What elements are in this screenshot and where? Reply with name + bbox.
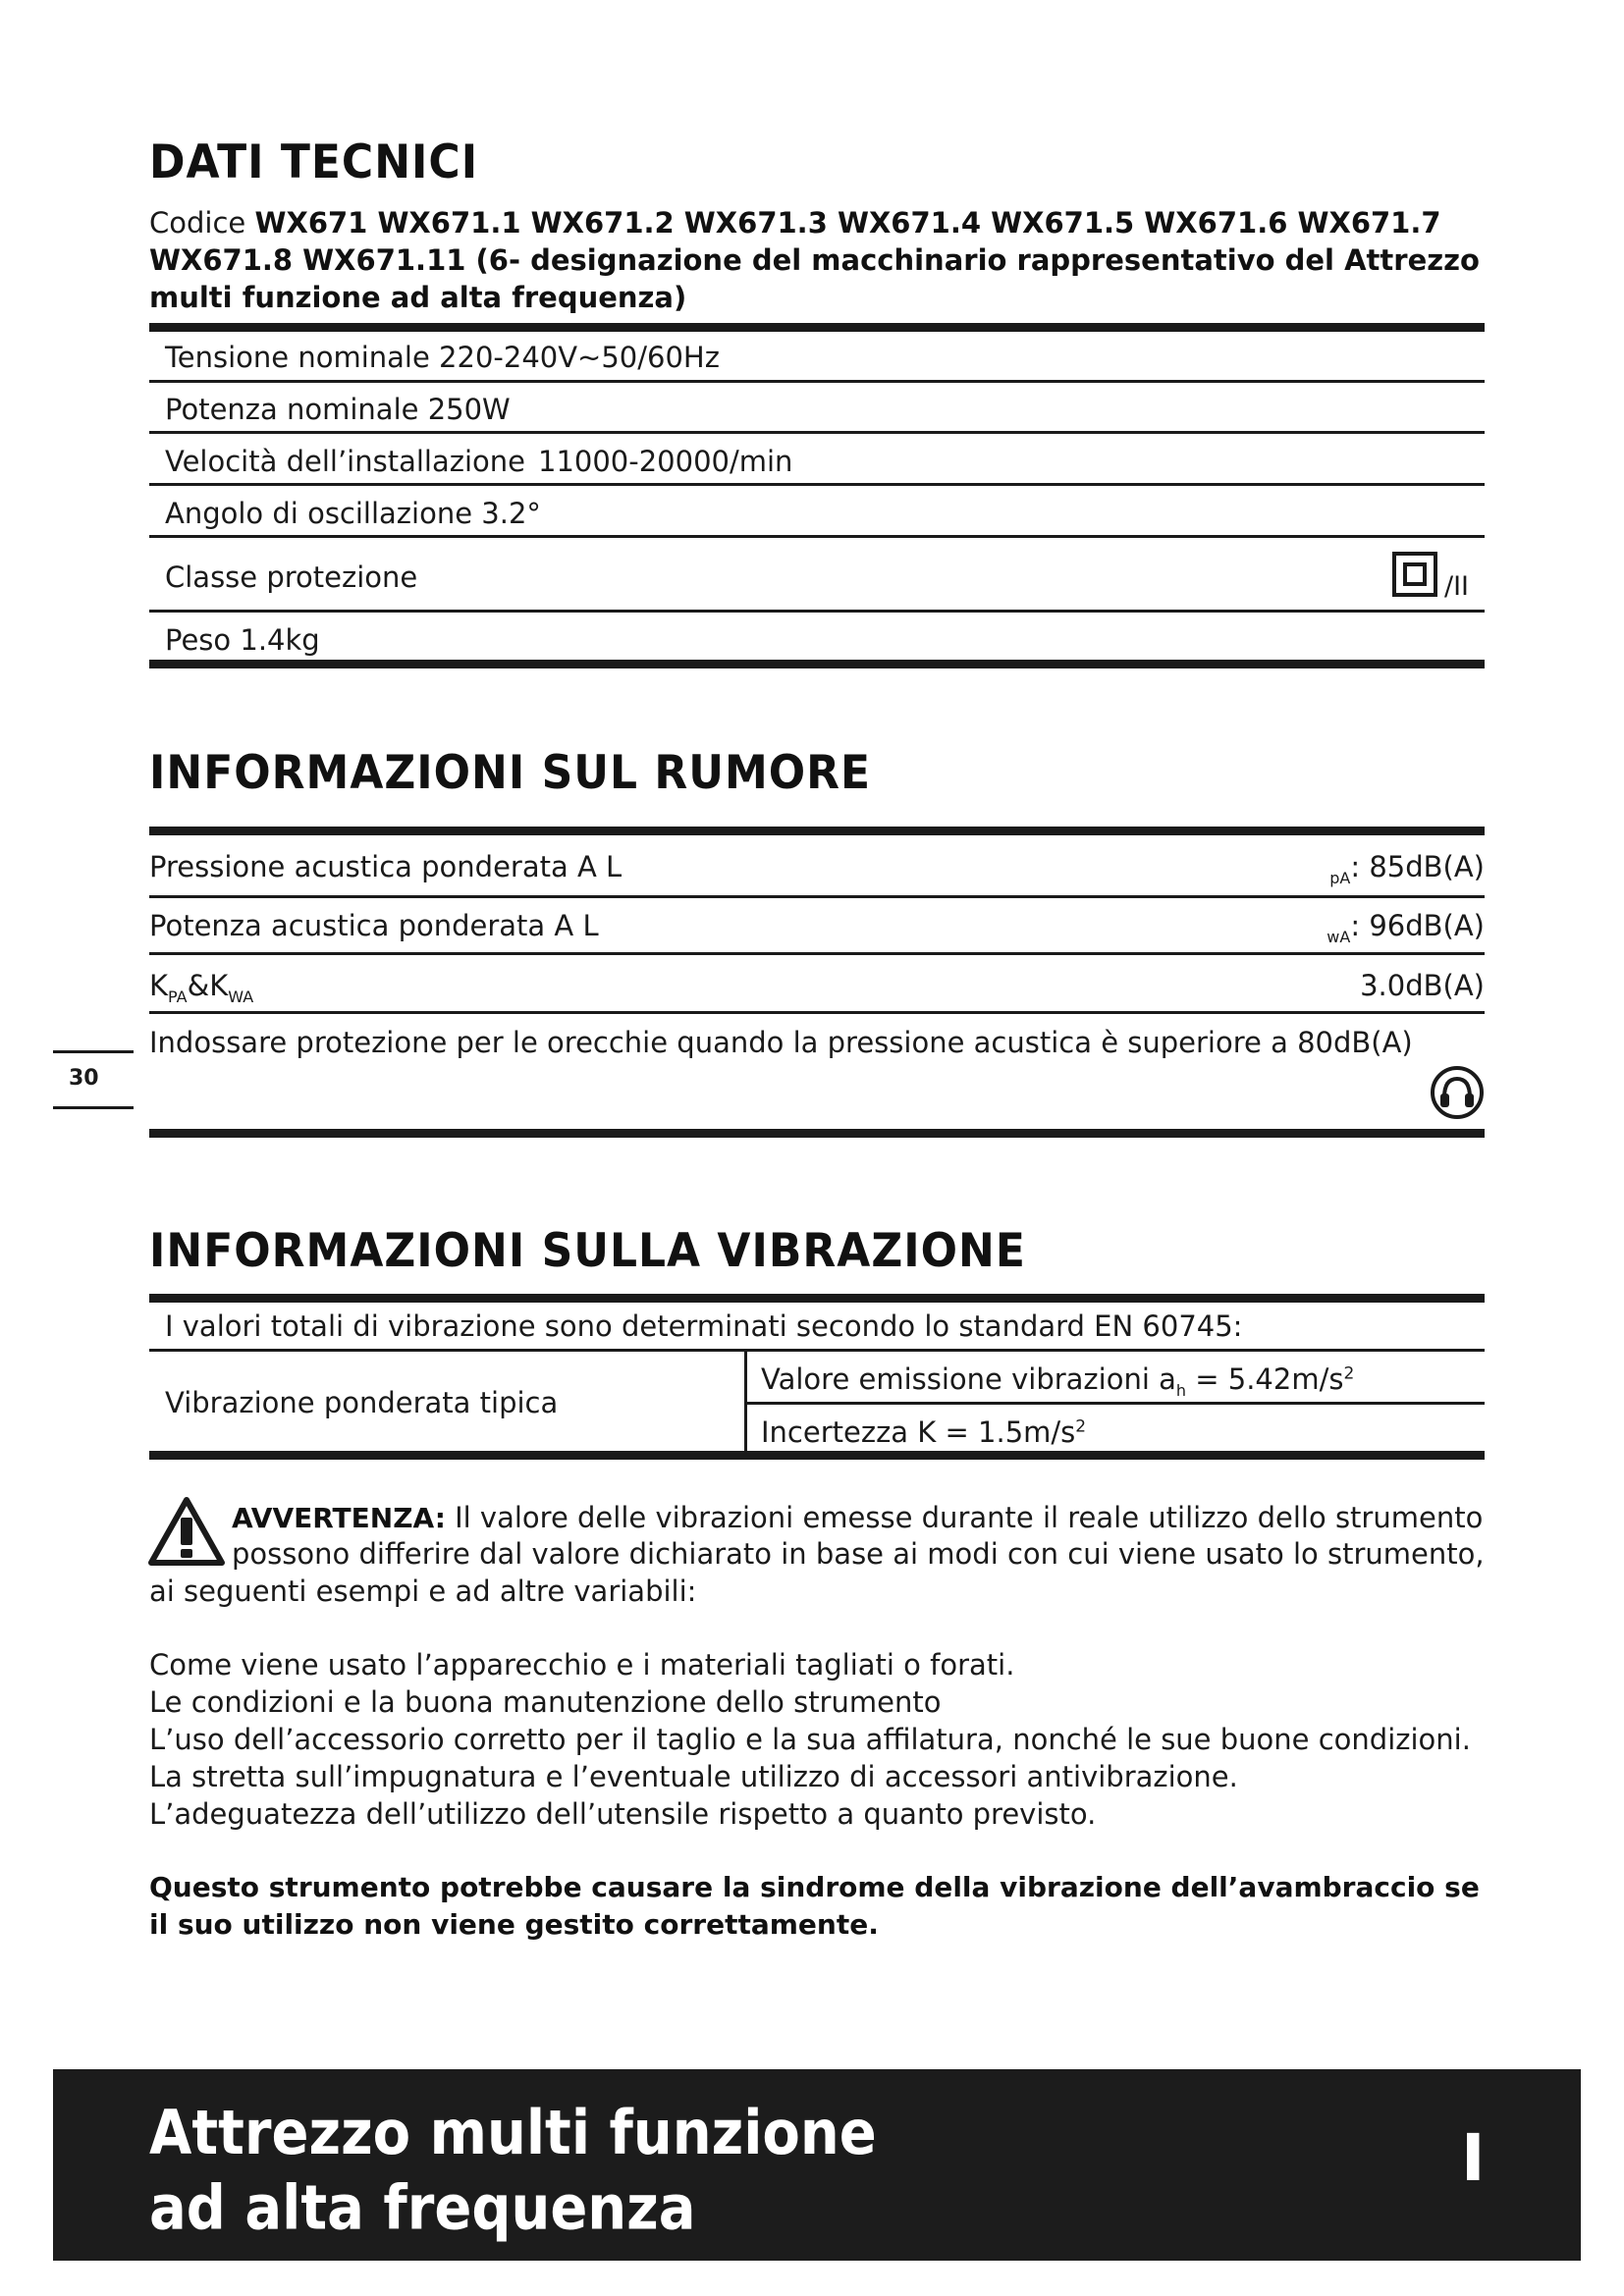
double-insulation-icon: [1392, 552, 1437, 597]
emission-sup: 2: [1343, 1363, 1355, 1384]
hav-warning-line-2: il suo utilizzo non viene gestito correttamente.: [149, 1908, 879, 1941]
uncertainty-text: Incertezza K = 1.5m/s: [761, 1415, 1076, 1449]
rule: [149, 610, 1485, 613]
warning-line-2: possono differire dal valore dichiarato in base ai modi con cui viene usato lo strumento,: [232, 1537, 1485, 1571]
spec-oscillation: Angolo di oscillazione 3.2°: [165, 497, 541, 530]
sound-pressure-db: : 85dB(A): [1350, 850, 1485, 883]
page-number: 30: [69, 1066, 99, 1091]
list-item: La stretta sull’impugnatura e l’eventuale utilizzo di accessori antivibrazione.: [149, 1760, 1238, 1793]
warning-label: AVVERTENZA:: [232, 1502, 446, 1534]
footer-title: [149, 2097, 877, 2246]
rule: [747, 1402, 1485, 1405]
spec-protection-class: /II: [1444, 571, 1470, 602]
product-codes: [149, 204, 1480, 316]
rule: [149, 535, 1485, 538]
ear-protection-warning: Indossare protezione per le orecchie quando la pressione acustica è superiore a 80dB(A): [149, 1026, 1413, 1059]
spec-voltage: Tensione nominale 220-240V~50/60Hz: [165, 341, 720, 374]
sound-power-sub: wA: [1326, 927, 1351, 946]
code-line-1: WX671 WX671.1 WX671.2 WX671.3 WX671.4 WX671.5 WX671.6 WX671.7: [254, 206, 1441, 240]
sound-power-db: : 96dB(A): [1350, 909, 1485, 942]
warning-line-1: [232, 1500, 1483, 1537]
rule: [149, 483, 1485, 486]
rule: [149, 1294, 1485, 1303]
spec-protection-label: Classe protezione: [165, 561, 418, 594]
vibration-heading: INFORMAZIONI SULLA VIBRAZIONE: [149, 1224, 1026, 1279]
sound-power-value: [1326, 909, 1485, 946]
tech-heading: DATI TECNICI: [149, 135, 479, 190]
sound-power-label: Potenza acustica ponderata A L: [149, 909, 599, 942]
footer-title-line-2: ad alta frequenza: [149, 2172, 696, 2245]
spec-weight: Peso 1.4kg: [165, 623, 320, 657]
emission-sub: h: [1175, 1380, 1187, 1400]
code-line-3: multi funzione ad alta frequenza): [149, 281, 687, 314]
rule: [149, 895, 1485, 898]
k-sub-wa: WA: [228, 987, 254, 1006]
rule: [149, 1451, 1485, 1460]
warning-triangle-icon: [147, 1496, 226, 1567]
vibration-uncertainty: [761, 1415, 1086, 1449]
spec-speed-label: Velocità dell’installazione: [165, 445, 525, 478]
list-item: L’uso dell’accessorio corretto per il taglio e la sua affilatura, nonché le sue buone condizioni.: [149, 1723, 1471, 1756]
list-item: Come viene usato l’apparecchio e i materiali tagliati o forati.: [149, 1648, 1015, 1682]
rule: [149, 431, 1485, 434]
uncertainty-k-label: [149, 969, 253, 1006]
page-number-line-top: [53, 1050, 134, 1053]
rule: [149, 323, 1485, 332]
list-item: Le condizioni e la buona manutenzione dello strumento: [149, 1685, 942, 1719]
sound-pressure-sub: pA: [1329, 868, 1351, 887]
vibration-emission: [761, 1362, 1354, 1400]
code-line-2: WX671.8 WX671.11 (6- designazione del macchinario rappresentativo del Attrezzo: [149, 243, 1480, 277]
rule: [149, 952, 1485, 955]
spec-power: Potenza nominale 250W: [165, 393, 511, 426]
page-number-line-bottom: [53, 1106, 134, 1109]
hav-warning-line-1: Questo strumento potrebbe causare la sindrome della vibrazione dell’avambraccio se: [149, 1871, 1480, 1903]
rule: [149, 1349, 1485, 1352]
code-prefix: Codice: [149, 206, 255, 240]
spec-speed-value: 11000-20000/min: [538, 445, 793, 478]
noise-heading: INFORMAZIONI SUL RUMORE: [149, 746, 872, 801]
warning-line-3: ai seguenti esempi e ad altre variabili:: [149, 1575, 697, 1608]
k-letter: K: [149, 969, 169, 1002]
warning-text-1: Il valore delle vibrazioni emesse durante il reale utilizzo dello strumento: [445, 1501, 1484, 1534]
uncertainty-k-value: 3.0dB(A): [1360, 969, 1485, 1002]
rule: [149, 380, 1485, 383]
k-sub-pa: PA: [168, 987, 188, 1006]
k-amp: &K: [187, 969, 229, 1002]
sound-pressure-value: [1329, 850, 1485, 887]
list-item: L’adeguatezza dell’utilizzo dell’utensile rispetto a quanto previsto.: [149, 1797, 1097, 1831]
footer-title-line-1: Attrezzo multi funzione: [149, 2098, 877, 2169]
sound-pressure-label: Pressione acustica ponderata A L: [149, 850, 623, 883]
rule: [149, 660, 1485, 668]
rule: [149, 1011, 1485, 1014]
rule: [149, 827, 1485, 835]
ear-protection-icon: [1430, 1065, 1485, 1120]
uncertainty-sup: 2: [1075, 1416, 1087, 1437]
language-marker: I: [1461, 2120, 1486, 2196]
rule: [149, 1129, 1485, 1138]
emission-text: Valore emissione vibrazioni a: [761, 1362, 1176, 1396]
vibration-intro: I valori totali di vibrazione sono determinati secondo lo standard EN 60745:: [165, 1309, 1243, 1343]
vibration-typical-label: Vibrazione ponderata tipica: [165, 1386, 559, 1419]
emission-value: = 5.42m/s: [1186, 1362, 1344, 1396]
